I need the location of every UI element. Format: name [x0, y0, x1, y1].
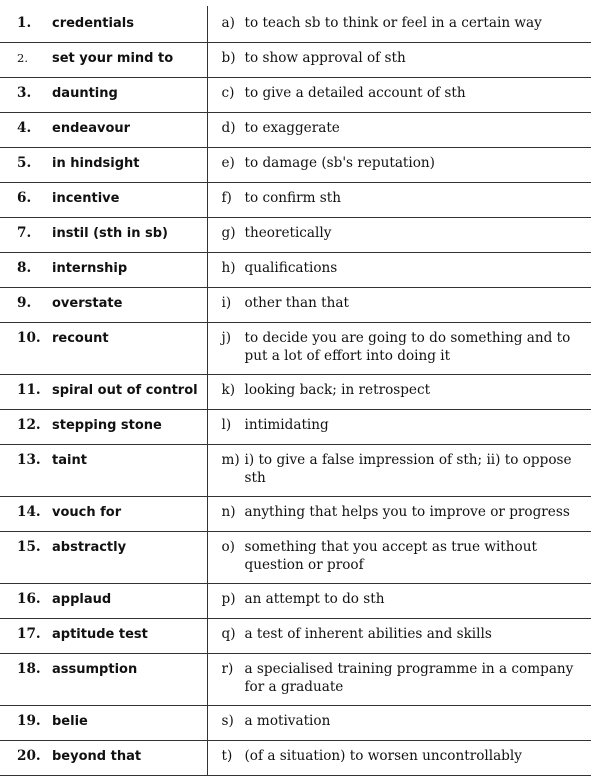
definition-cell — [207, 218, 591, 253]
term-cell — [0, 741, 207, 776]
definition-cell — [207, 741, 591, 776]
definition-letter: e) — [221, 155, 235, 171]
definition-letter: j) — [221, 330, 232, 346]
table-row — [0, 43, 591, 78]
term-cell — [0, 253, 207, 288]
definition-letter: o) — [221, 539, 235, 555]
definition-text: something that you accept as true without question or proof — [244, 539, 537, 573]
definition-letter: m) — [221, 452, 240, 468]
term-text: taint — [52, 453, 87, 468]
term-text: vouch for — [52, 505, 122, 520]
term-cell — [0, 183, 207, 218]
definition-cell — [207, 78, 591, 113]
table-row — [0, 6, 591, 43]
table-row — [0, 410, 591, 445]
term-text: set your mind to — [52, 51, 174, 66]
definition-text: theoretically — [244, 225, 332, 241]
definition-letter: l) — [221, 417, 232, 433]
definition-text: to decide you are going to do something and to put a lot of effort into doing it — [244, 330, 571, 364]
table-row — [0, 654, 591, 706]
table-row — [0, 113, 591, 148]
definition-text: qualifications — [244, 260, 338, 276]
definition-cell — [207, 497, 591, 532]
table-row — [0, 323, 591, 375]
item-number: 16. — [17, 591, 41, 607]
term-text: stepping stone — [52, 418, 162, 433]
definition-text: to confirm sth — [244, 190, 341, 206]
term-cell — [0, 113, 207, 148]
definition-text: to teach sb to think or feel in a certain way — [244, 15, 542, 31]
definition-cell — [207, 323, 591, 375]
definition-text: a specialised training programme in a company for a graduate — [244, 661, 574, 695]
term-text: recount — [52, 331, 109, 346]
term-cell — [0, 410, 207, 445]
term-text: daunting — [52, 86, 118, 101]
term-text: aptitude test — [52, 627, 148, 642]
term-cell — [0, 218, 207, 253]
term-cell — [0, 78, 207, 113]
item-number: 2. — [17, 51, 28, 65]
table-row — [0, 497, 591, 532]
definition-text: to give a detailed account of sth — [244, 85, 466, 101]
definition-cell — [207, 532, 591, 584]
definition-letter: k) — [221, 382, 236, 398]
table-row — [0, 741, 591, 776]
term-cell — [0, 323, 207, 375]
definition-text: an attempt to do sth — [244, 591, 385, 607]
definition-letter: r) — [221, 661, 234, 677]
definition-cell — [207, 410, 591, 445]
term-text: instil (sth in sb) — [52, 226, 168, 241]
definition-text: a motivation — [244, 713, 331, 729]
definition-letter: h) — [221, 260, 236, 276]
table-row — [0, 584, 591, 619]
definition-letter: g) — [221, 225, 236, 241]
item-number: 1. — [17, 15, 32, 31]
definition-letter: p) — [221, 591, 236, 607]
term-text: internship — [52, 261, 128, 276]
term-text: assumption — [52, 662, 138, 677]
term-text: endeavour — [52, 121, 131, 136]
term-cell — [0, 148, 207, 183]
definition-cell — [207, 113, 591, 148]
term-text: overstate — [52, 296, 123, 311]
definition-text: i) to give a false impression of sth; ii) to oppose sth — [244, 452, 572, 486]
table-body — [0, 6, 591, 776]
term-text: belie — [52, 714, 88, 729]
table-row — [0, 183, 591, 218]
definition-text: other than that — [244, 295, 349, 311]
definition-cell — [207, 445, 591, 497]
definition-letter: b) — [221, 50, 236, 66]
term-text: spiral out of control — [52, 383, 198, 398]
table-row — [0, 78, 591, 113]
item-number: 10. — [17, 330, 41, 346]
definition-letter: c) — [221, 85, 235, 101]
term-text: in hindsight — [52, 156, 140, 171]
term-cell — [0, 654, 207, 706]
definition-cell — [207, 584, 591, 619]
item-number: 4. — [17, 120, 32, 136]
definition-letter: q) — [221, 626, 236, 642]
table-row — [0, 445, 591, 497]
term-cell — [0, 706, 207, 741]
definition-cell — [207, 6, 591, 43]
table-row — [0, 148, 591, 183]
definition-cell — [207, 183, 591, 218]
definition-letter: s) — [221, 713, 234, 729]
definition-text: to damage (sb's reputation) — [244, 155, 435, 171]
term-text: credentials — [52, 16, 134, 31]
term-text: abstractly — [52, 540, 127, 555]
item-number: 8. — [17, 260, 32, 276]
definition-cell — [207, 654, 591, 706]
item-number: 7. — [17, 225, 32, 241]
item-number: 19. — [17, 713, 41, 729]
term-cell — [0, 584, 207, 619]
table-row — [0, 706, 591, 741]
item-number: 18. — [17, 661, 41, 677]
definition-cell — [207, 706, 591, 741]
term-cell — [0, 532, 207, 584]
definition-text: intimidating — [244, 417, 329, 433]
term-cell — [0, 288, 207, 323]
term-cell — [0, 497, 207, 532]
table-row — [0, 288, 591, 323]
table-row — [0, 253, 591, 288]
term-cell — [0, 445, 207, 497]
item-number: 3. — [17, 85, 32, 101]
item-number: 12. — [17, 417, 41, 433]
table-row — [0, 375, 591, 410]
definition-letter: n) — [221, 504, 236, 520]
item-number: 20. — [17, 748, 41, 764]
item-number: 6. — [17, 190, 32, 206]
item-number: 5. — [17, 155, 32, 171]
term-text: incentive — [52, 191, 120, 206]
table-row — [0, 218, 591, 253]
term-cell — [0, 6, 207, 43]
definition-cell — [207, 288, 591, 323]
definition-letter: i) — [221, 295, 232, 311]
definition-text: anything that helps you to improve or progress — [244, 504, 570, 520]
definition-cell — [207, 43, 591, 78]
item-number: 14. — [17, 504, 41, 520]
definition-letter: d) — [221, 120, 236, 136]
table-row — [0, 619, 591, 654]
definition-cell — [207, 253, 591, 288]
table-row — [0, 532, 591, 584]
term-cell — [0, 375, 207, 410]
term-cell — [0, 43, 207, 78]
item-number: 15. — [17, 539, 41, 555]
definition-text: a test of inherent abilities and skills — [244, 626, 492, 642]
item-number: 11. — [17, 382, 41, 398]
item-number: 17. — [17, 626, 41, 642]
definition-cell — [207, 148, 591, 183]
definition-letter: t) — [221, 748, 233, 764]
definition-text: to show approval of sth — [244, 50, 406, 66]
definition-text: to exaggerate — [244, 120, 340, 136]
definition-cell — [207, 375, 591, 410]
item-number: 13. — [17, 452, 41, 468]
definition-text: looking back; in retrospect — [244, 382, 431, 398]
term-text: beyond that — [52, 749, 142, 764]
definition-text: (of a situation) to worsen uncontrollably — [244, 748, 522, 764]
term-cell — [0, 619, 207, 654]
definition-cell — [207, 619, 591, 654]
definition-letter: f) — [221, 190, 232, 206]
vocabulary-matching-table — [0, 6, 591, 776]
item-number: 9. — [17, 295, 32, 311]
definition-letter: a) — [221, 15, 235, 31]
term-text: applaud — [52, 592, 112, 607]
